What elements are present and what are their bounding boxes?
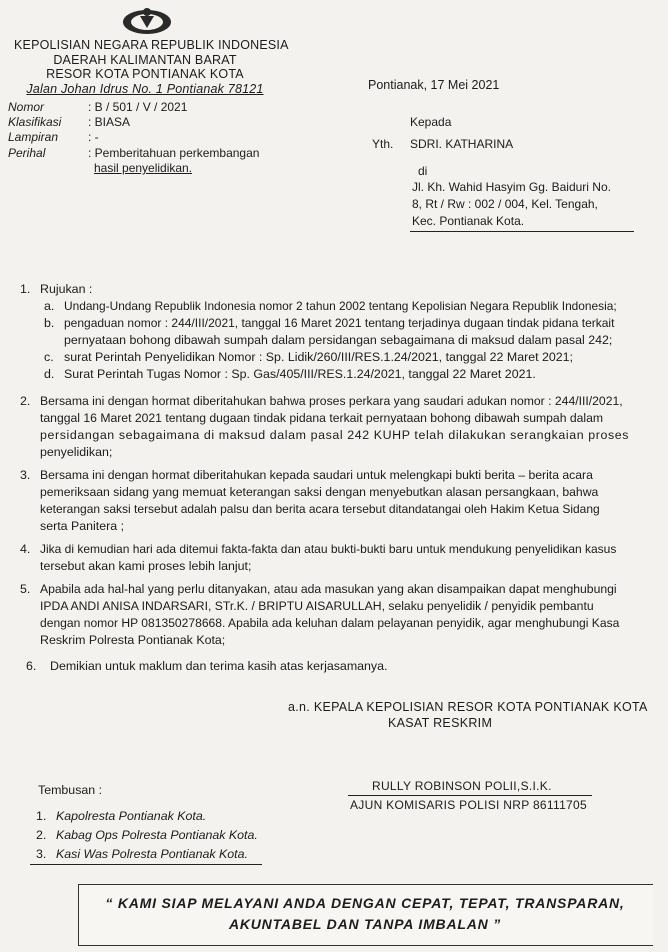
item-2-number: 2. xyxy=(20,394,31,408)
place-date: Pontianak, 17 Mei 2021 xyxy=(368,78,500,92)
item-1c-label: c. xyxy=(44,350,54,364)
perihal-value-2: hasil penyelidikan. xyxy=(94,161,193,175)
signature-rank: AJUN KOMISARIS POLISI NRP 86111705 xyxy=(350,798,587,812)
item-1b-text-2: pernyataan bohong dibawah sumpah dalam persidangan sebagaimana di maksud dalam pasal 242; xyxy=(64,333,613,347)
recipient-address-1: Jl. Kh. Wahid Hasyim Gg. Baiduri No. xyxy=(412,180,611,194)
item-1a-label: a. xyxy=(44,299,55,313)
motto-line-2: AKUNTABEL DAN TANPA IMBALAN ” xyxy=(228,916,502,932)
yth-label: Yth. xyxy=(372,137,394,151)
perihal-value-1: : Pemberitahuan perkembangan xyxy=(88,146,260,160)
item-1c-text: surat Perintah Penyelidikan Nomor : Sp. Lidik/260/III/RES.1.24/2021, tanggal 22 Maret 2021; xyxy=(64,350,574,364)
item-5-line-3: dengan nomor HP 081350278668. Apabila ada keluhan dalam pelayanan penyidik, agar menghubungi Kasa xyxy=(40,616,620,630)
item-3-line-3: keterangan saksi tersebut adalah palsu dan berita acara tersebut ditandatangai oleh Hakim Ketua Sidang xyxy=(40,502,600,516)
item-5-line-4: Reskrim Polresta Pontianak Kota; xyxy=(40,633,226,647)
letterhead-address: Jalan Johan Idrus No. 1 Pontianak 78121 xyxy=(26,81,264,96)
item-4-line-1: Jika di kemudian hari ada ditemui fakta-fakta dan atau bukti-bukti baru untuk mendukung penyelidikan kasus xyxy=(40,542,617,556)
item-5-number: 5. xyxy=(20,582,31,596)
item-2-line-4: penyelidikan; xyxy=(40,445,113,459)
signature-title: KASAT RESKRIM xyxy=(388,716,493,730)
item-5-line-1: Apabila ada hal-hal yang perlu ditanyakan, atau ada masukan yang akan disampaikan dapat menghubungi xyxy=(40,582,617,596)
kepada-label: Kepada xyxy=(410,115,452,129)
tembusan-label: Tembusan : xyxy=(38,783,103,797)
item-4-number: 4. xyxy=(20,542,31,556)
item-2-line-3: persidangan sebagaimana di maksud dalam pasal 242 KUHP telah dilakukan serangkaian proses xyxy=(40,428,630,442)
tembusan-1-number: 1. xyxy=(36,809,47,823)
motto-box xyxy=(78,884,653,946)
item-3-number: 3. xyxy=(20,468,31,482)
item-2-line-2: tanggal 16 Maret 2021 tentang dugaan tindak pidana terkait pernyataan bohong dibawah sumpah dalam xyxy=(40,411,604,425)
recipient-name: SDRI. KATHARINA xyxy=(410,137,514,151)
tembusan-2-text: Kabag Ops Polresta Pontianak Kota. xyxy=(56,828,258,842)
item-1a-text: Undang-Undang Republik Indonesia nomor 2 tahun 2002 tentang Kepolisian Negara Republik Indonesia; xyxy=(64,299,617,313)
item-1d-text: Surat Perintah Tugas Nomor : Sp. Gas/405/III/RES.1.24/2021, tanggal 22 Maret 2021. xyxy=(64,367,536,381)
lampiran-label: Lampiran xyxy=(8,130,59,144)
item-3-line-2: pemeriksaan sidang yang memuat keterangan saksi dengan menyebutkan alasan persangkaan, bahwa xyxy=(40,485,599,499)
tembusan-2-number: 2. xyxy=(36,828,47,842)
recipient-address-2: 8, Rt / Rw : 002 / 004, Kel. Tengah, xyxy=(412,197,598,211)
klasifikasi-label: Klasifikasi xyxy=(8,115,62,129)
di-label: di xyxy=(418,164,428,178)
signature-an: a.n. KEPALA KEPOLISIAN RESOR KOTA PONTIANAK KOTA xyxy=(288,700,648,714)
item-6-text: Demikian untuk maklum dan terima kasih atas kerjasamanya. xyxy=(50,659,388,673)
letterhead xyxy=(14,38,289,96)
item-3-line-1: Bersama ini dengan hormat diberitahukan kepada saudari untuk melengkapi bukti berita – berita acara xyxy=(40,468,593,482)
item-1-rujukan: Rujukan : xyxy=(40,282,93,296)
klasifikasi-value: : BIASA xyxy=(88,115,131,129)
letterhead-line-2: DAERAH KALIMANTAN BARAT xyxy=(53,52,237,67)
recipient-address-3: Kec. Pontianak Kota. xyxy=(412,214,525,228)
motto-line-1: “ KAMI SIAP MELAYANI ANDA DENGAN CEPAT, TEPAT, TRANSPARAN, xyxy=(105,895,625,911)
item-1b-label: b. xyxy=(44,316,55,330)
item-5-line-2: IPDA ANDI ANISA INDARSARI, STr.K. / BRIPTU AISARULLAH, selaku penyelidik / penyidik pembantu xyxy=(40,599,594,613)
police-emblem-icon xyxy=(118,6,176,36)
tembusan-3-number: 3. xyxy=(36,847,47,861)
letterhead-line-3: RESOR KOTA PONTIANAK KOTA xyxy=(46,67,244,81)
item-4-line-2: tersebut akan kami proses lebih lanjut; xyxy=(40,559,252,573)
tembusan-3-text: Kasi Was Polresta Pontianak Kota. xyxy=(56,847,248,861)
item-1d-label: d. xyxy=(44,367,55,381)
item-1-number: 1. xyxy=(20,282,31,296)
lampiran-value: : - xyxy=(88,130,99,144)
item-3-line-4: serta Panitera ; xyxy=(40,519,125,533)
signature-underline xyxy=(348,795,592,796)
item-6-number: 6. xyxy=(26,659,37,673)
nomor-label: Nomor xyxy=(8,100,45,114)
tembusan-underline xyxy=(30,864,262,865)
perihal-label: Perihal xyxy=(8,146,46,160)
nomor-value: : B / 501 / V / 2021 xyxy=(88,100,188,114)
item-1b-text-1: pengaduan nomor : 244/III/2021, tanggal 16 Maret 2021 tentang terjadinya dugaan tindak pidana terkait xyxy=(64,316,615,330)
letterhead-line-1: KEPOLISIAN NEGARA REPUBLIK INDONESIA xyxy=(14,38,289,52)
recipient-underline xyxy=(410,231,634,232)
signature-name: RULLY ROBINSON POLII,S.I.K. xyxy=(372,779,552,793)
tembusan-1-text: Kapolresta Pontianak Kota. xyxy=(56,809,207,823)
item-2-line-1: Bersama ini dengan hormat diberitahukan bahwa proses perkara yang saudari adukan nomor : 244/III/2021, xyxy=(40,394,623,408)
